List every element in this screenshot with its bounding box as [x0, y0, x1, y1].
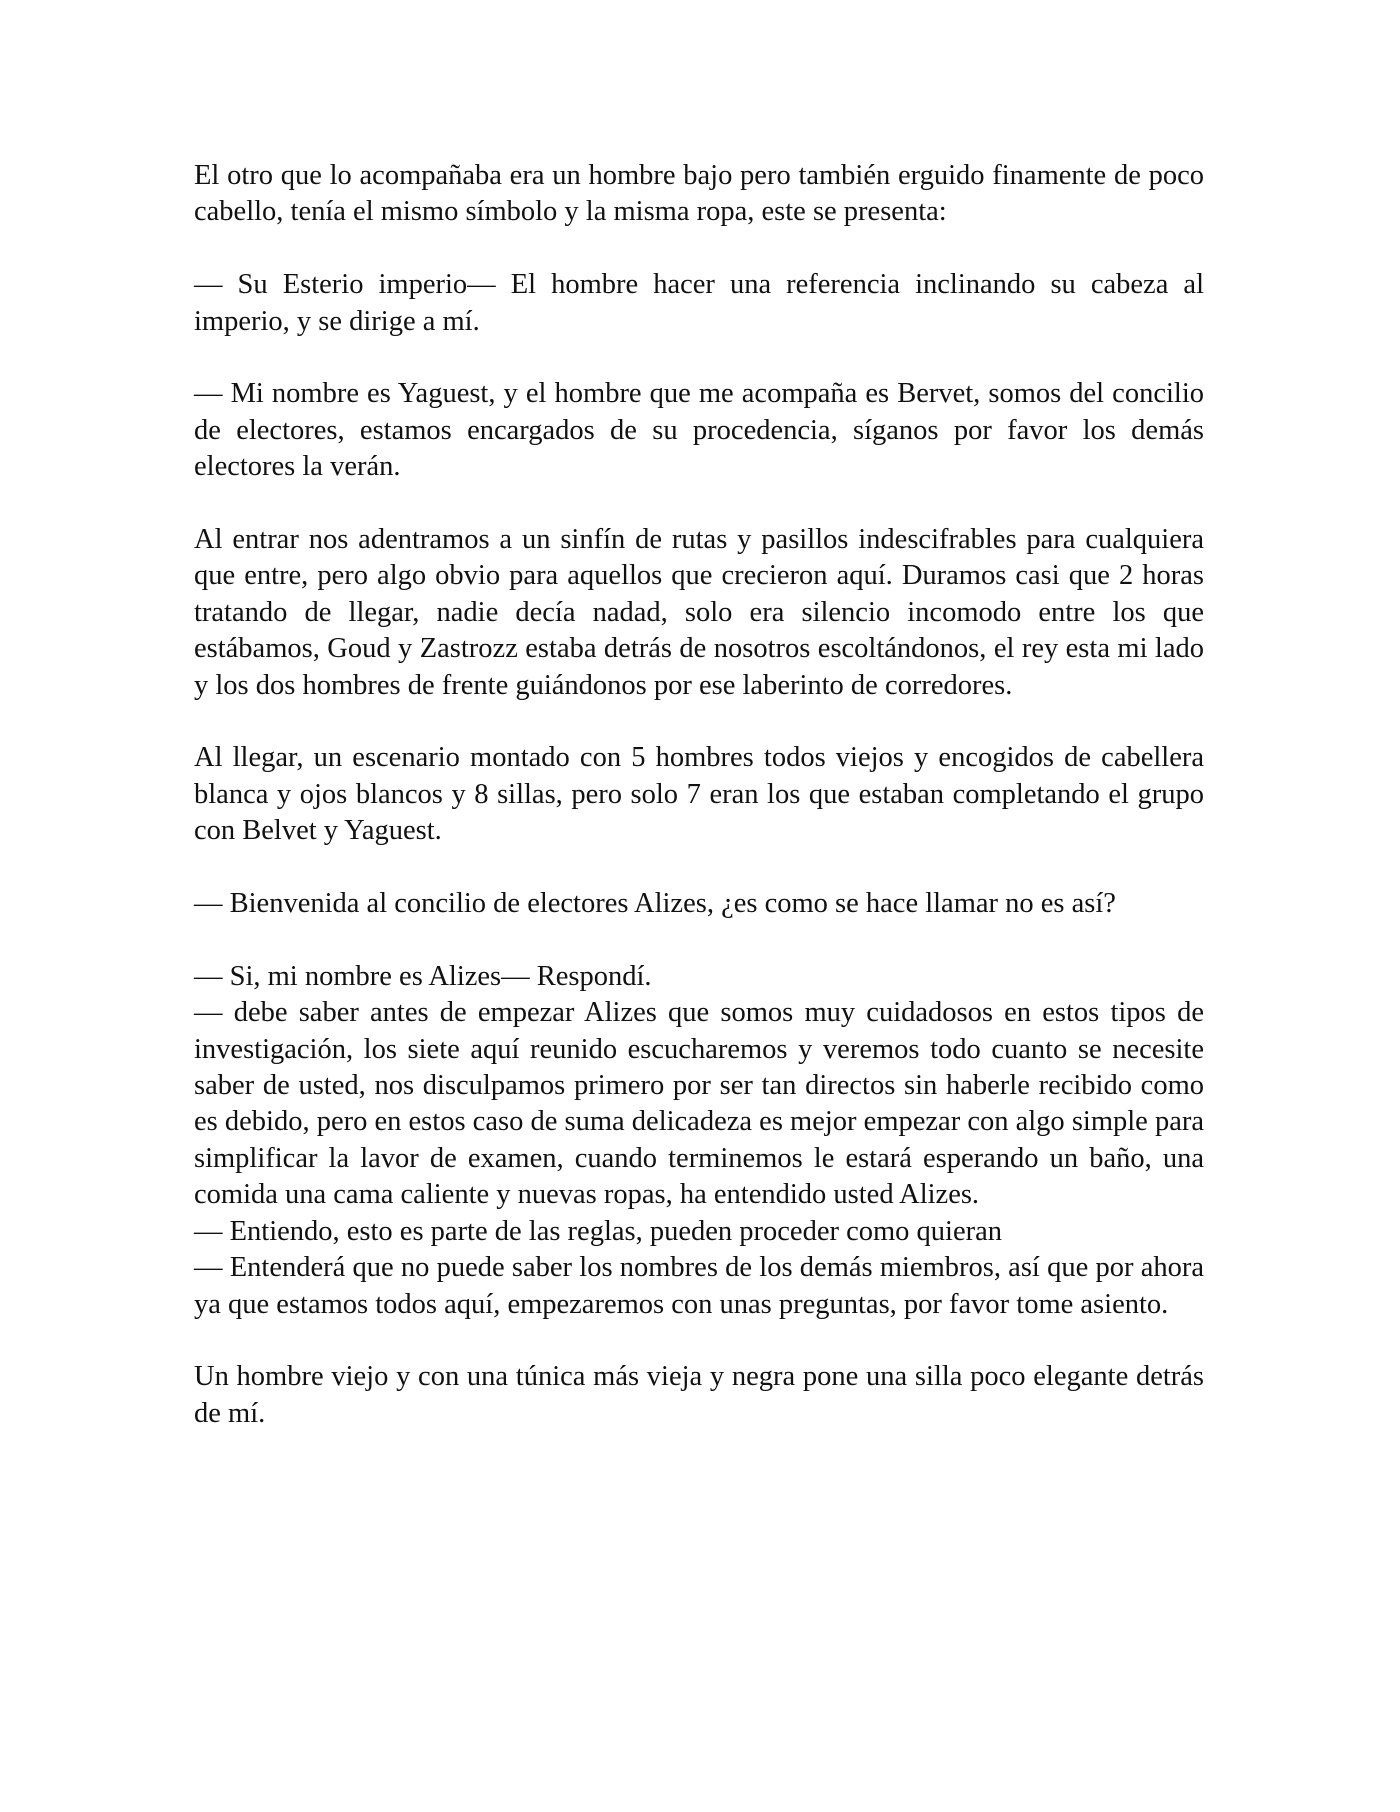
paragraph-5: Al llegar, un escenario montado con 5 hombres todos viejos y encogidos de cabellera blanca y ojos blancos y 8 sillas, pero solo 7 eran los que estaban completando el grupo con Belvet y Yaguest. — [194, 742, 1204, 847]
document-page — [194, 158, 1204, 1432]
paragraph-9: — Entiendo, esto es parte de las reglas, pueden proceder como quieran — [194, 1215, 1002, 1247]
paragraph-4: Al entrar nos adentramos a un sinfín de rutas y pasillos indescifrables para cualquiera que entre, pero algo obvio para aquellos que crecieron aquí. Duramos casi que 2 horas tratando de llegar, nadie decía nadad, solo era silencio incomodo entre los que estábamos, Goud y Zastrozz estaba detrás de nosotros escoltándonos, el rey esta mi lado y los dos hombres de frente guiándonos por ese laberinto de corredores. — [194, 524, 1204, 701]
paragraph-3: — Mi nombre es Yaguest, y el hombre que me acompaña es Bervet, somos del concilio de electores, estamos encargados de su procedencia, síganos por favor los demás electores la verán. — [194, 378, 1204, 483]
paragraph-2: — Su Esterio imperio— El hombre hacer una referencia inclinando su cabeza al imperio, y se dirige a mí. — [194, 269, 1204, 337]
paragraph-8: — debe saber antes de empezar Alizes que somos muy cuidadosos en estos tipos de investigación, los siete aquí reunido escucharemos y veremos todo cuanto se necesite saber de usted, nos disculpamos primero por ser tan directos sin haberle recibido como es debido, pero en estos caso de suma delicadeza es mejor empezar con algo simple para simplificar la lavor de examen, cuando terminemos le estará esperando un baño, una comida una cama caliente y nuevas ropas, ha entendido usted Alizes. — [194, 997, 1204, 1211]
paragraph-1: El otro que lo acompañaba era un hombre bajo pero también erguido finamente de poco cabello, tenía el mismo símbolo y la misma ropa, este se presenta: — [194, 160, 1204, 228]
paragraph-7: — Si, mi nombre es Alizes— Respondí. — [194, 960, 652, 992]
paragraph-11: Un hombre viejo y con una túnica más vieja y negra pone una silla poco elegante detrás de mí. — [194, 1361, 1204, 1429]
paragraph-10: — Entenderá que no puede saber los nombres de los demás miembros, así que por ahora ya que estamos todos aquí, empezaremos con unas preguntas, por favor tome asiento. — [194, 1252, 1204, 1320]
paragraph-6: — Bienvenida al concilio de electores Alizes, ¿es como se hace llamar no es así? — [194, 888, 1116, 920]
